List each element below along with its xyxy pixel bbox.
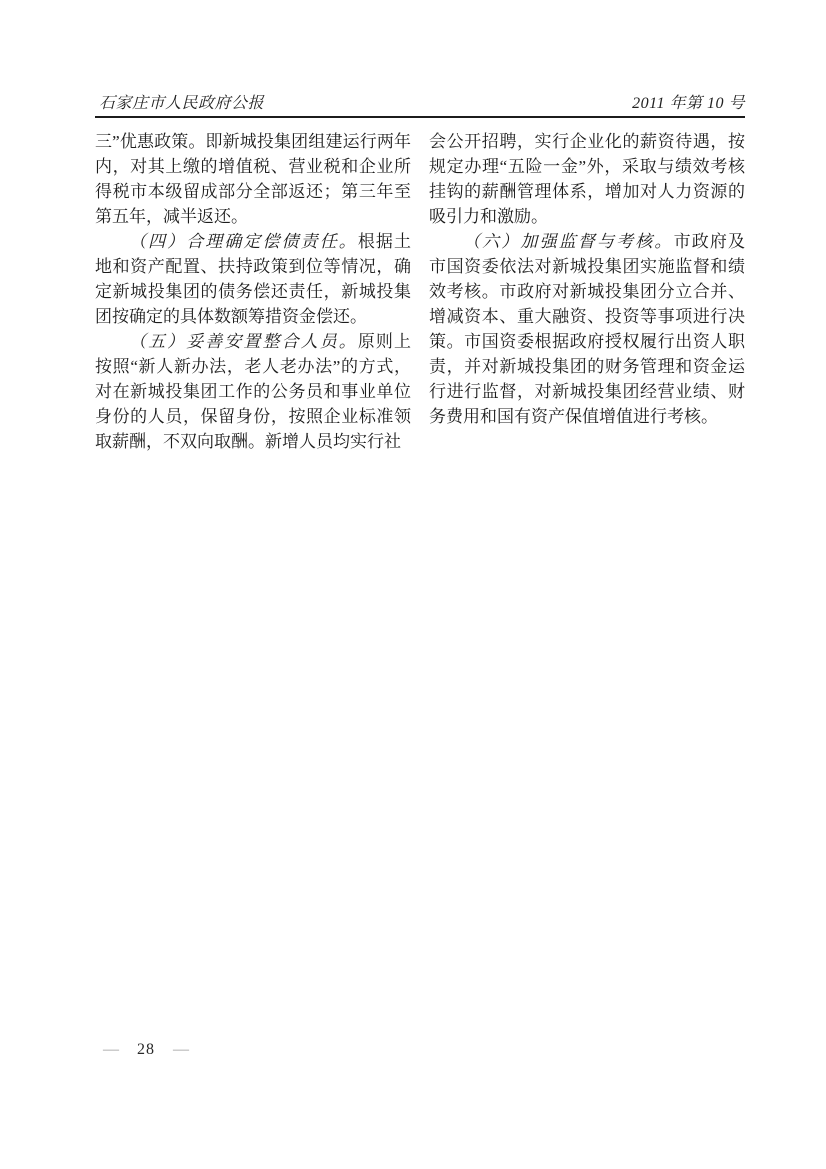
left-column [95,129,411,454]
item-4-heading: （四）合理确定偿债责任。 [129,232,358,251]
page-number: 28 [137,1041,155,1058]
footer-dash-left: — [103,1041,119,1058]
item-4-text: 根据土地和资产配置、扶持政策到位等情况，确定新城投集团的债务偿还责任，新城投集团按确定的具体数额筹措资金偿还。 [95,232,412,326]
paragraph-continuation-left: 三”优惠政策。即新城投集团组建运行两年内，对其上缴的增值税、营业税和企业所得税市本级留成部分全部返还；第三年至第五年，减半返还。 [95,132,411,226]
page-footer [103,1040,189,1060]
footer-dash-right: — [173,1041,189,1058]
right-column [429,129,745,454]
item-6-text: 市政府及市国资委依法对新城投集团实施监督和绩效考核。市政府对新城投集团分立合并、增减资本、重大融资、投资等事项进行决策。市国资委根据政府授权履行出资人职责，并对新城投集团的财务管理和资金运行进行监督，对新城投集团经营业绩、财务费用和国有资产保值增值进行考核。 [429,232,746,426]
item-5-heading: （五）妥善安置整合人员。 [129,332,358,351]
issue-number: 2011 年第 10 号 [632,95,745,112]
paragraph-item-4 [95,229,411,329]
paragraph-continuation-right: 会公开招聘，实行企业化的薪资待遇，按规定办理“五险一金”外，采取与绩效考核挂钩的薪酬管理体系，增加对人力资源的吸引力和激励。 [429,132,745,226]
gazette-title: 石家庄市人民政府公报 [99,95,265,112]
header-rule [95,116,745,118]
paragraph-item-6 [429,229,745,429]
paragraph-item-5 [95,329,411,454]
article-body [95,129,745,454]
item-6-heading: （六）加强监督与考核。 [463,232,674,251]
item-5-text: 原则上按照“新人新办法，老人老办法”的方式，对在新城投集团工作的公务员和事业单位身份的人员，保留身份，按照企业标准领取薪酬，不双向取酬。新增人员均实行社 [95,332,412,451]
page-header [99,90,745,113]
